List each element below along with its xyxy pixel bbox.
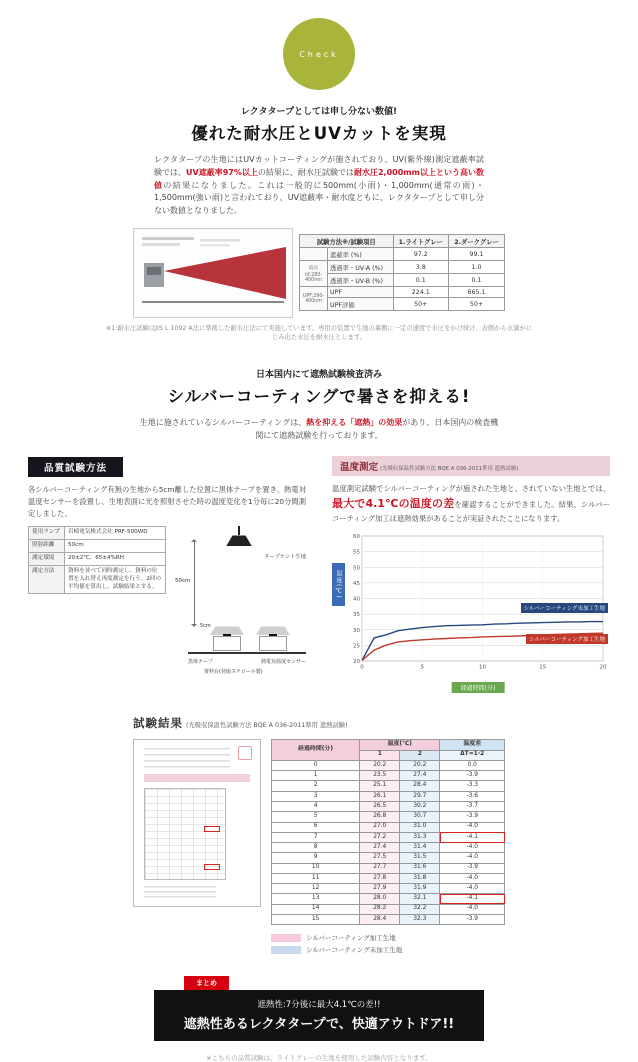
check-badge-label: Check (299, 49, 339, 59)
method-and-measure-section (0, 456, 638, 695)
temperature-measure-column (332, 456, 610, 695)
svg-text:35: 35 (353, 612, 360, 619)
heat-table-row: 8 27.4 31.4 -4.0 (272, 843, 505, 853)
results-note: (光吸収保温性試験方法 BQE A 036-2011準用 遮熱試験) (186, 722, 348, 730)
legend-swatch (271, 934, 301, 942)
test-report-document (133, 739, 261, 907)
series-label-treated: シルバーコーティング加工生地 (526, 634, 608, 644)
temp-measure-paragraph (332, 483, 610, 524)
svg-text:5: 5 (420, 664, 424, 671)
svg-text:10: 10 (479, 664, 486, 671)
uv-section (0, 104, 638, 343)
text-run: があり、日本国内の検査機関にて遮熱試験を行っております。 (255, 417, 499, 440)
results-row (133, 739, 505, 925)
heat-table-row: 15 28.4 32.3 -3.9 (272, 914, 505, 924)
svg-text:50: 50 (353, 565, 360, 572)
summary-bar (154, 990, 484, 1041)
quality-method-header: 品質試験方法 (28, 457, 123, 477)
check-badge (283, 18, 355, 90)
document-footer-lines (144, 886, 216, 898)
svg-text:20: 20 (353, 659, 360, 666)
text-run: を確認することができました。結果、シルバーコーティング加工は遮熱効果があることが実証されたことになります。 (332, 500, 610, 523)
quality-method-paragraph: 各シルバーコーティング有無の生地から5cm離した位置に黒体テープを置き、熱電対温度センサーを設置し、生地表面に光を照射させた時の温度変化を1分毎に20分間測定しました。 (28, 485, 306, 518)
table-surface (188, 652, 306, 654)
temperature-chart (332, 531, 610, 695)
heat-intro-section (0, 367, 638, 443)
quality-method-column (28, 456, 306, 695)
heat-table-row: 2 25.1 28.4 -3.3 (272, 781, 505, 791)
uv-table-row: 波長域:280-400nm 透過率・UV-A (%) 3.8 1.0 (300, 261, 505, 274)
heat-heading: シルバーコーティングで暑さを抑える! (167, 386, 471, 406)
uv-table-row: UPF:290-400nm UPF 224.1 665.1 (300, 287, 505, 298)
results-title: 試験結果 (133, 716, 183, 731)
document-red-mark (204, 826, 220, 832)
svg-text:55: 55 (353, 550, 360, 557)
temp-measure-title: 温度測定 (340, 462, 379, 474)
temperature-line-chart (346, 531, 608, 673)
test-spec-table (28, 526, 166, 594)
sensor-label: 熱電対温度センサー (260, 659, 306, 666)
spec-row: 測定方法 資料を並べて同時測定し、資料の位置を入れ替え再度測定を行う。2回の平均値を算出し、試験結果とする。 (29, 565, 166, 593)
stand-label: 資料台(発砲スチロール製) (204, 669, 263, 676)
series-label-untreated: シルバーコーティング未加工生地 (521, 603, 608, 613)
svg-text:40: 40 (353, 596, 360, 603)
svg-text:20: 20 (599, 664, 607, 671)
document-stamp (238, 746, 252, 760)
heat-table-row: 5 26.8 30.7 -3.9 (272, 812, 505, 822)
table-legend (271, 933, 505, 954)
heat-table-row: 14 28.2 32.2 -4.0 (272, 904, 505, 914)
legend-label: シルバーコーティング加工生地 (306, 934, 396, 943)
heat-table-header-row: 経過時間(分) 温度(℃) 温度差 (272, 740, 505, 750)
document-highlight-band (144, 774, 250, 782)
heat-subheading: 日本国内にて遮熱試験検査済み (255, 369, 382, 380)
document-text-lines (144, 748, 230, 768)
temp-measure-note: (光吸収保温性試験方法 BQE A 036-2011準用 遮熱試験) (380, 466, 519, 473)
spec-row: 使用ランプ 岩崎電気株式会社 PRF-500WD (29, 527, 166, 540)
summary-line2: 遮熱性あるレクタタープで、快適アウトドア!! (183, 1017, 455, 1033)
svg-text:15: 15 (539, 664, 547, 671)
spec-row: 測定環境 20±2℃、65±4%RH (29, 553, 166, 566)
uv-paragraph (154, 154, 484, 218)
gap-label: 5cm (200, 623, 211, 630)
legend-item (271, 945, 505, 954)
uv-figure-row (133, 228, 505, 318)
spec-row: 照射距離 50cm (29, 540, 166, 553)
text-run: の結果になりました。これは一般的に500mm(小雨)・1,000mm(通常の雨)・1,500mm(強い雨)と言われており、UV遮蔽率・耐水度ともに、レクタタープとして申し分ない数値となりました。 (154, 180, 485, 216)
uv-table-header-row: 試験方法※/試験項目 1.ライトグレー 2.ダークグレー (300, 235, 505, 248)
uv-result-table (299, 234, 505, 311)
svg-text:45: 45 (353, 581, 360, 588)
text-run: 熱を抑える「遮熱」の効果 (306, 417, 403, 427)
text-run: 耐水圧2,000mm以上という高い数値 (154, 167, 484, 190)
heat-table-row: 12 27.9 31.9 -4.0 (272, 884, 505, 894)
footer-note: ※こちらの品質試験は、ライトグレーの生地を使用した試験内容となります。 (206, 1054, 432, 1062)
svg-text:0: 0 (360, 664, 364, 671)
heat-table-row: 3 26.1 29.7 -3.6 (272, 791, 505, 801)
legend-swatch (271, 946, 301, 954)
summary-line1: 遮熱性:7分後に最大4.1℃の差!! (257, 1000, 381, 1011)
chart-x-axis-label: 経過時間(分) (452, 682, 505, 693)
temp-measure-header (332, 456, 610, 476)
sample-stand (259, 636, 287, 651)
method-detail-row (28, 526, 306, 684)
uv-table-row: 透過率・UV-B (%) 0.1 0.1 (300, 274, 505, 287)
uv-test-figure (133, 228, 293, 318)
heat-table-row: 0 20.2 20.2 0.0 (272, 760, 505, 770)
heat-table-row: 4 26.5 30.2 -3.7 (272, 801, 505, 811)
heat-table-row: 13 28.0 32.1 -4.1 (272, 894, 505, 904)
heat-paragraph (139, 417, 499, 443)
text-run: レクタタープの生地にはUVカットコーティングが施されており、UV(紫外線)測定遮蔽率試験では、 (154, 155, 484, 177)
document-red-mark (204, 864, 220, 870)
lamp-stem (238, 526, 240, 535)
chart-y-axis-label: 温度(℃) (332, 563, 345, 606)
test-setup-diagram (174, 526, 306, 684)
heat-table-row: 9 27.5 31.5 -4.0 (272, 853, 505, 863)
text-run: の結果に、耐水圧試験では (257, 167, 354, 177)
svg-text:30: 30 (353, 628, 360, 635)
summary-badge: まとめ (184, 976, 229, 990)
fabric-label: タープテント生地 (264, 554, 306, 561)
uv-lamp-beam-illustration (134, 229, 292, 317)
text-run: UV遮蔽率97%以上 (186, 167, 258, 177)
tape-label: 黒体テープ (188, 659, 213, 666)
svg-text:25: 25 (353, 643, 360, 650)
uv-footnote: ※1:耐水圧試験はJIS L 1092 A法に準拠した耐水圧法にて実施しています。専用の装置で生地の裏側に一定の速度で水圧をかけ続け、表側から水滴がにじみ出た水圧を耐水圧とします。 (105, 324, 533, 342)
text-run: 生地に施されているシルバーコーティングは、 (139, 417, 307, 427)
text-run: 最大で4.1℃の温度の差 (332, 497, 455, 511)
uv-subheading: レクタタープとしては申し分ない数値! (240, 107, 398, 117)
heat-table-subheader-row: 1 2 ΔT=1-2 (272, 750, 505, 760)
text-run: 温度測定試験でシルバーコーティングが施された生地と、されていない生地とでは、 (332, 484, 610, 494)
legend-label: シルバーコーティング未加工生地 (306, 946, 403, 955)
heat-table-row: 1 23.5 27.4 -3.9 (272, 771, 505, 781)
heat-table-row: 10 27.7 31.6 -3.9 (272, 863, 505, 873)
results-header (133, 715, 505, 731)
test-results-section (133, 715, 505, 954)
summary-section (154, 970, 484, 1041)
heat-table-row: 11 27.8 31.8 -4.0 (272, 873, 505, 883)
temperature-data-table (271, 739, 505, 925)
lamp-icon (226, 535, 252, 546)
uv-heading: 優れた耐水圧とUVカットを実現 (191, 124, 447, 143)
uv-table-row: 遮蔽率 (%) 97.2 99.1 (300, 248, 505, 261)
sample-stand (213, 636, 241, 651)
svg-text:60: 60 (353, 534, 360, 541)
legend-item (271, 933, 505, 942)
distance-label: 50cm (175, 578, 191, 585)
heat-table-row: 7 27.2 31.3 -4.1 (272, 832, 505, 842)
heat-table-row: 6 27.0 31.0 -4.0 (272, 822, 505, 832)
uv-table-row: UPF評価 50+ 50+ (300, 298, 505, 311)
product-detail-page (0, 18, 638, 1062)
distance-arrow (194, 540, 195, 626)
